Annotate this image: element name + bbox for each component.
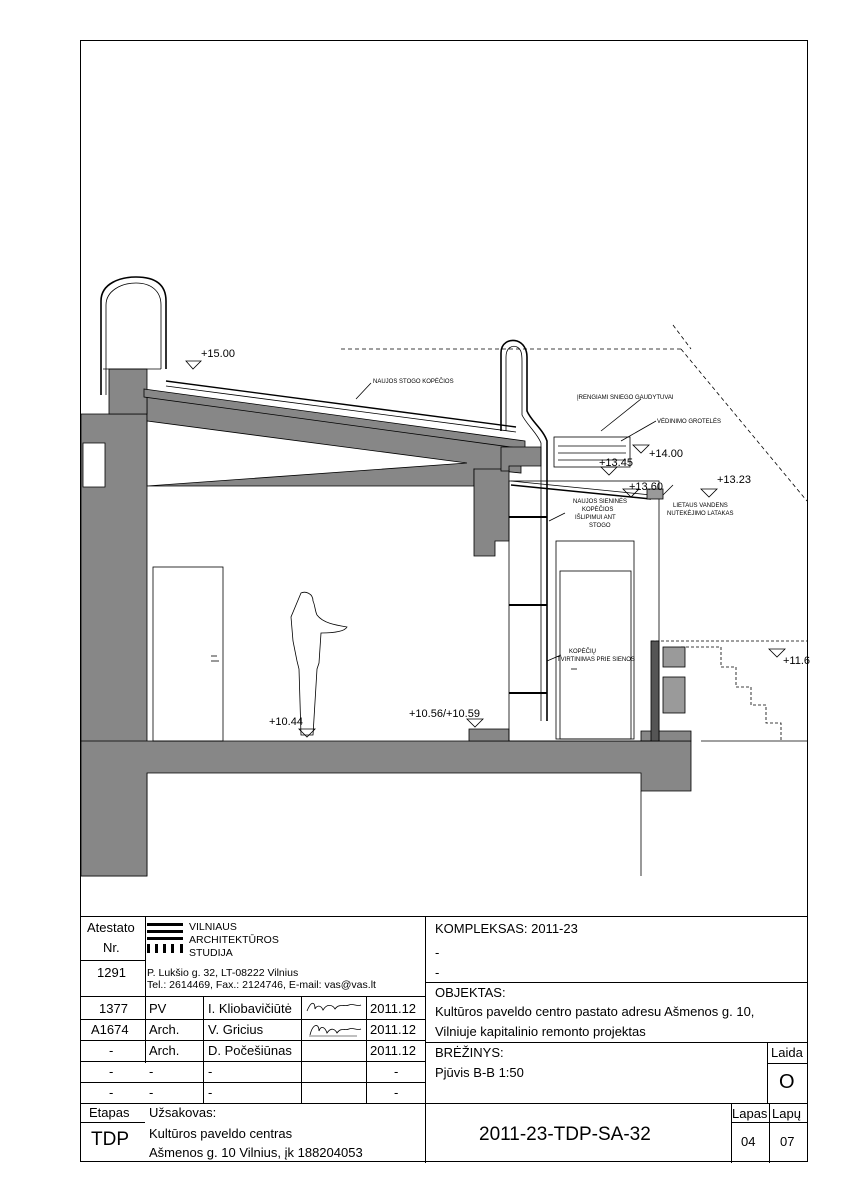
row5-date: - — [394, 1085, 399, 1100]
note-roof-ladder: NAUJOS STOGO KOPĖČIOS — [373, 379, 454, 385]
brezinys-label: BRĖŽINYS: — [435, 1045, 504, 1060]
studio-name-2: ARCHITEKTŪROS — [189, 934, 279, 946]
row5-nr: - — [109, 1085, 114, 1100]
row2-date: 2011.12 — [370, 1022, 417, 1037]
level-13-45: +13.45 — [599, 457, 633, 469]
studio-name-1: VILNIAUS — [189, 921, 237, 933]
floor-slab — [81, 741, 691, 876]
level-14-00: +14.00 — [649, 448, 683, 460]
row4-date: - — [394, 1064, 399, 1079]
studio-name-3: STUDIJA — [189, 947, 233, 959]
section-drawing — [81, 41, 811, 916]
studio-address: P. Lukšio g. 32, LT-08222 Vilnius — [147, 967, 299, 979]
note-ladder-fixing-2: TVIRTINIMAS PRIE SIENOS — [557, 657, 635, 663]
uzsakovas-name: Kultūros paveldo centras — [149, 1126, 293, 1141]
lapu-value: 07 — [780, 1134, 795, 1149]
etapas-label: Etapas — [89, 1105, 130, 1120]
row4-role: - — [149, 1064, 154, 1079]
laida-value: O — [779, 1071, 795, 1093]
row1-nr: 1377 — [99, 1001, 128, 1016]
row1-date: 2011.12 — [370, 1001, 417, 1016]
kompleksas: KOMPLEKSAS: 2011-23 — [435, 921, 578, 936]
etapas-value: TDP — [91, 1129, 129, 1150]
row1-signature — [305, 999, 363, 1017]
laida-label: Laida — [771, 1045, 803, 1060]
level-15-00: +15.00 — [201, 348, 235, 360]
kompleksas-dash-2: - — [435, 965, 440, 980]
lapas-label: Lapas — [732, 1106, 768, 1121]
note-wall-ladder-2: KOPĖČIOS — [582, 507, 614, 513]
row2-name: V. Gricius — [208, 1022, 264, 1037]
note-wall-ladder-3: IŠLIPIMUI ANT — [575, 515, 616, 521]
row3-date: 2011.12 — [370, 1043, 417, 1058]
drawing-sheet — [80, 40, 811, 1162]
level-10-56: +10.56/+10.59 — [409, 708, 480, 720]
note-snow-guards: ĮRENGIAMI SNIEGO GAUDYTUVAI — [577, 395, 674, 401]
drawing-code: 2011-23-TDP-SA-32 — [479, 1124, 651, 1145]
right-column — [474, 469, 509, 556]
left-wall-cutout — [83, 443, 105, 487]
lapas-value: 04 — [741, 1134, 756, 1149]
row4-name: - — [208, 1064, 213, 1079]
row2-nr: A1674 — [91, 1022, 129, 1037]
row1-role: PV — [149, 1001, 167, 1016]
objektas-line-2: Vilniuje kapitalinio remonto projektas — [435, 1024, 646, 1039]
kompleksas-dash-1: - — [435, 945, 440, 960]
lapu-label: Lapų — [772, 1106, 801, 1121]
floor-raise — [469, 729, 509, 741]
objektas-label: OBJEKTAS: — [435, 985, 506, 1000]
row5-role: - — [149, 1085, 154, 1100]
note-gutter-2: NUTEKĖJIMO LATAKAS — [667, 511, 734, 517]
note-wall-ladder-4: STOGO — [589, 523, 611, 529]
level-11-6: +11.6 — [783, 655, 811, 667]
row2-role: Arch. — [149, 1022, 180, 1037]
note-wall-ladder-1: NAUJOS SIENINĖS — [573, 499, 628, 505]
atestato-label: Atestato — [87, 920, 135, 935]
nr-label: Nr. — [103, 940, 120, 955]
right-slab-end — [641, 731, 691, 741]
atestato-number: 1291 — [97, 965, 126, 980]
uzsakovas-address: Ašmenos g. 10 Vilnius, įk 188204053 — [149, 1145, 363, 1160]
row3-role: Arch. — [149, 1043, 180, 1058]
objektas-line-1: Kultūros paveldo centro pastato adresu Ašmenos g. 10, — [435, 1004, 755, 1019]
row4-nr: - — [109, 1064, 114, 1079]
brezinys-title: Pjūvis B-B 1:50 — [435, 1065, 524, 1080]
uzsakovas-label: Užsakovas: — [149, 1105, 217, 1120]
row5-name: - — [208, 1085, 213, 1100]
note-gutter-1: LIETAUS VANDENS — [673, 503, 728, 509]
note-vent-grille: VĖDINIMO GROTELĖS — [657, 419, 722, 425]
studio-logo — [147, 921, 187, 957]
level-13-23: +13.23 — [717, 474, 751, 486]
row3-name: D. Počešiūnas — [208, 1043, 292, 1058]
studio-contacts: Tel.: 2614469, Fax.: 2124746, E-mail: vas@vas.lt — [147, 979, 376, 991]
row2-signature — [307, 1021, 363, 1039]
row3-nr: - — [109, 1043, 114, 1058]
level-10-44: +10.44 — [269, 716, 303, 728]
row1-name: I. Kliobavičiūtė — [208, 1001, 292, 1016]
note-ladder-fixing-1: KOPĖČIŲ — [569, 649, 597, 655]
parapet — [109, 369, 147, 414]
level-13-60: +13.60 — [629, 481, 663, 493]
